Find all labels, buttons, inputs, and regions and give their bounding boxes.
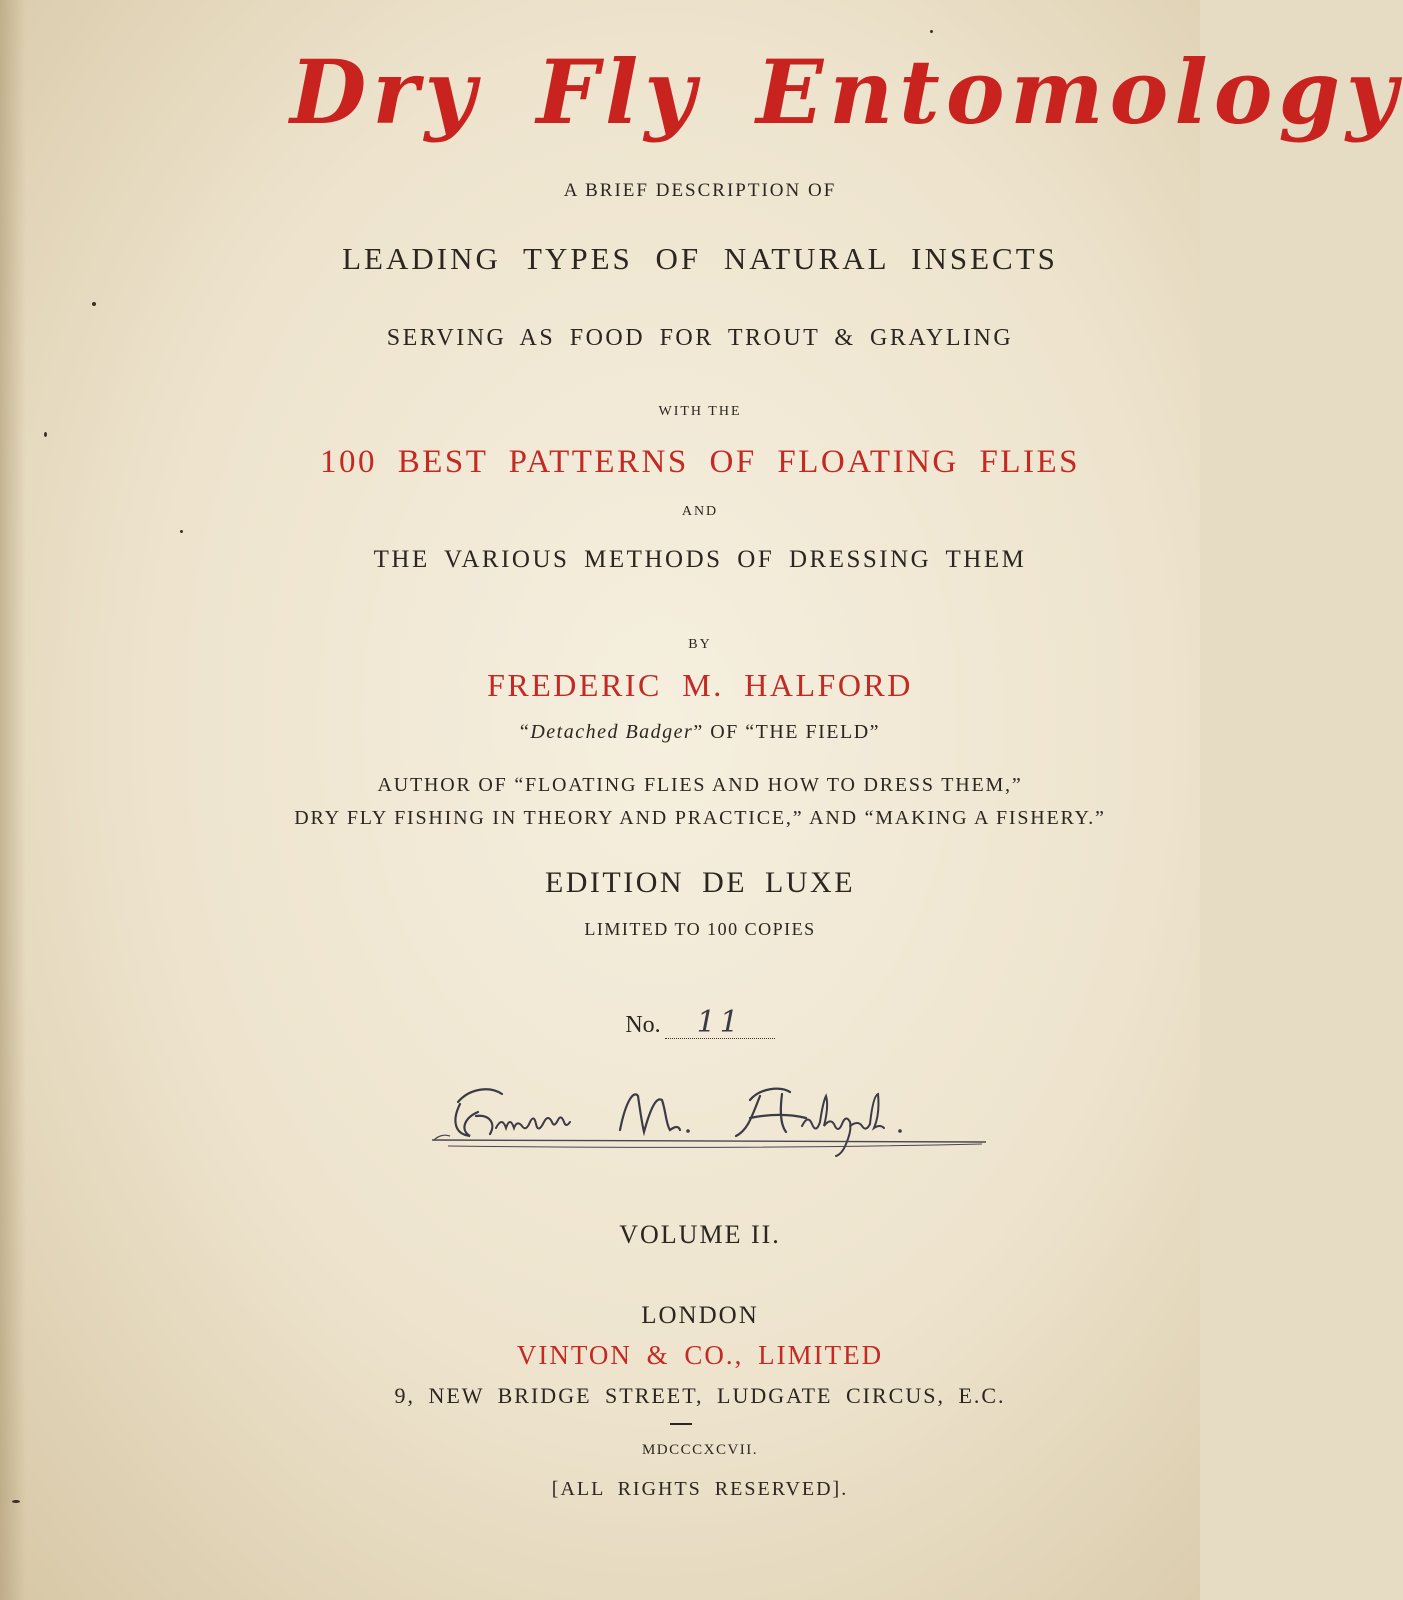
with-the-text: WITH THE [658, 404, 742, 419]
divider-dash [670, 1423, 692, 1425]
pseudonym: Detached Badger [530, 721, 694, 743]
and-text: AND [681, 504, 719, 519]
publisher-name: VINTON & CO., LIMITED [516, 1340, 884, 1370]
pseudonym-open-quote: “ [519, 721, 531, 743]
paper-speck [92, 302, 96, 306]
paper-speck [12, 1500, 20, 1503]
by-text: BY [688, 637, 712, 652]
patterns-heading: 100 BEST PATTERNS OF FLOATING FLIES [319, 444, 1081, 480]
methods-heading: THE VARIOUS METHODS OF DRESSING THEM [373, 546, 1027, 573]
publication-year: MDCCCXCVII. [641, 1442, 759, 1458]
copy-number-label: No. [625, 1012, 661, 1038]
subtitle-intro: A BRIEF DESCRIPTION OF [563, 180, 837, 201]
author-pseudonym-line [290, 722, 1110, 742]
rights-notice: [ALL RIGHTS RESERVED]. [551, 1478, 849, 1500]
author-works-line-1: AUTHOR OF “FLOATING FLIES AND HOW TO DRESS THEM,” [377, 774, 1023, 796]
paper-speck [44, 432, 47, 437]
limited-copies: LIMITED TO 100 COPIES [584, 919, 816, 939]
book-title: Dry Fly Entomology [290, 40, 1403, 144]
author-name: FREDERIC M. HALFORD [487, 667, 913, 703]
subtitle-main: LEADING TYPES OF NATURAL INSECTS [342, 241, 1058, 276]
volume-label: VOLUME II. [619, 1220, 781, 1249]
paper-speck [930, 30, 933, 33]
handwritten-signature [430, 1060, 1010, 1170]
author-works-line-2: DRY FLY FISHING IN THEORY AND PRACTICE,” AND “MAKING A FISHERY.” [294, 807, 1106, 829]
copy-number-value: 11 [665, 1008, 775, 1039]
publisher-address: 9, NEW BRIDGE STREET, LUDGATE CIRCUS, E.C. [394, 1383, 1006, 1408]
paper-speck [180, 530, 183, 533]
subtitle-serving: SERVING AS FOOD FOR TROUT & GRAYLING [386, 325, 1014, 351]
pseudonym-rest: ” OF “THE FIELD” [693, 721, 881, 743]
publisher-city: LONDON [641, 1302, 759, 1329]
edition-heading: EDITION DE LUXE [544, 866, 856, 899]
copy-number-line [290, 1005, 1110, 1040]
